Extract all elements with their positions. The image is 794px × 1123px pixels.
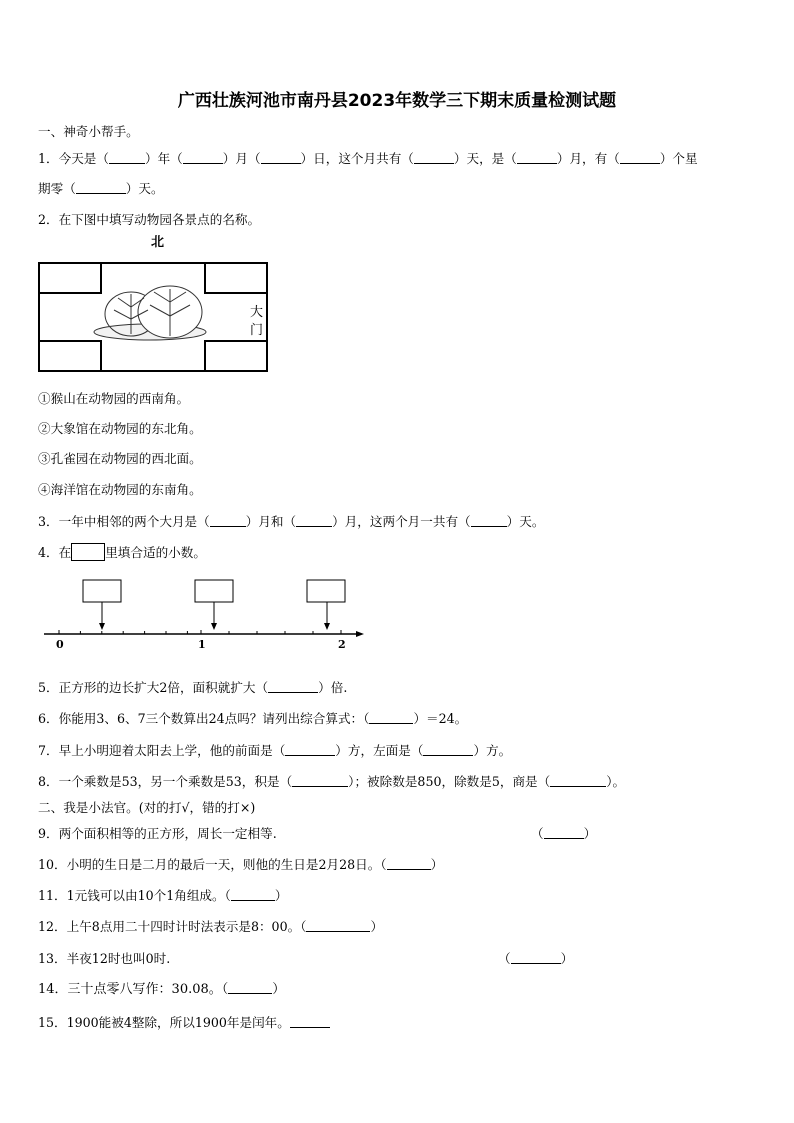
question-11: 11．1元钱可以由10个1角组成。（ ） [38,888,288,903]
question-5: 5．正方形的边长扩大2倍，面积就扩大（ ）倍. [38,680,348,695]
answer-blank[interactable] [261,151,301,164]
map-cell-northwest[interactable] [39,263,101,293]
question-1-line-1: 1．今天是（ ）年（ ）月（ ）日，这个月共有（ ）天，是（ ）月，有（ ）个星 [38,151,698,166]
question-2: 2．在下图中填写动物园各景点的名称。 [38,212,261,227]
map-cell-southeast[interactable] [205,341,267,371]
number-line [38,572,378,652]
answer-blank[interactable] [550,774,606,787]
answer-blank[interactable] [290,1015,330,1028]
tick-label: 2 [338,638,346,651]
answer-blank[interactable] [414,151,454,164]
arrow-down-icon [99,623,105,630]
question-13-answer: （ ） [498,951,574,966]
answer-blank[interactable] [517,151,557,164]
map-cell-northeast[interactable] [205,263,267,293]
tick-label: 0 [56,638,64,651]
question-8: 8．一个乘数是53，另一个乘数是53，积是（ ）；被除数是850，除数是5，商是（ ）。 [38,774,626,789]
answer-blank[interactable] [183,151,223,164]
answer-blank[interactable] [620,151,660,164]
answer-blank[interactable] [471,514,507,527]
gate-label-bottom: 门 [250,323,264,338]
list-item: ④海洋馆在动物园的东南角。 [38,482,202,497]
answer-blank[interactable] [511,951,561,964]
answer-box[interactable] [195,580,233,602]
section-heading-1: 一、神奇小帮手。 [38,124,139,139]
answer-box[interactable] [83,580,121,602]
answer-blank[interactable] [544,826,584,839]
question-15: 15．1900能被4整除，所以1900年是闰年。 [38,1012,330,1031]
gate-label-top: 大 [250,305,264,320]
answer-blank[interactable] [387,857,431,870]
answer-blank[interactable] [268,680,318,693]
question-3: 3．一年中相邻的两个大月是（ ）月和（ ）月，这两个月一共有（ ）天。 [38,514,545,529]
answer-blank[interactable] [296,514,332,527]
page-title: 广西壮族河池市南丹县2023年数学三下期末质量检测试题 [177,91,617,111]
question-9: 9．两个面积相等的正方形，周长一定相等. [38,826,277,841]
question-7: 7．早上小明迎着太阳去上学，他的前面是（ ）方，左面是（ ）方。 [38,743,512,758]
list-item: ②大象馆在动物园的东北角。 [38,421,202,436]
answer-blank[interactable] [369,711,413,724]
question-12: 12．上午8点用二十四时计时法表示是8：00。（ ） [38,919,384,934]
question-1-line-2: 期零（ ）天。 [38,181,164,196]
answer-blank[interactable] [231,888,275,901]
question-10: 10．小明的生日是二月的最后一天，则他的生日是2月28日。（ ） [38,857,444,872]
tree-icon [94,286,206,340]
section-heading-2: 二、我是小法官。(对的打√，错的打×) [38,800,256,815]
answer-blank[interactable] [109,151,145,164]
answer-blank[interactable] [306,919,370,932]
answer-blank[interactable] [76,181,126,194]
question-13: 13．半夜12时也叫0时. [38,951,171,966]
list-item: ③孔雀园在动物园的西北面。 [38,451,202,466]
question-4: 4．在 里填合适的小数。 [38,545,206,560]
answer-blank[interactable] [292,774,348,787]
map-cell-southwest[interactable] [39,341,101,371]
arrow-down-icon [324,623,330,630]
answer-blank[interactable] [228,981,272,994]
answer-box[interactable] [71,543,105,561]
tick-label: 1 [198,638,206,651]
answer-box[interactable] [307,580,345,602]
north-label: 北 [151,235,165,250]
answer-blank[interactable] [210,514,246,527]
list-item: ①猴山在动物园的西南角。 [38,391,190,406]
question-6: 6．你能用3、6、7三个数算出24点吗？请列出综合算式：（ ）＝24。 [38,711,468,726]
question-14: 14．三十点零八写作：30.08。（ ） [38,982,286,997]
arrow-down-icon [211,623,217,630]
answer-blank[interactable] [423,743,473,756]
question-9-answer: （ ） [531,826,597,841]
zoo-map [38,262,268,372]
answer-blank[interactable] [285,743,335,756]
